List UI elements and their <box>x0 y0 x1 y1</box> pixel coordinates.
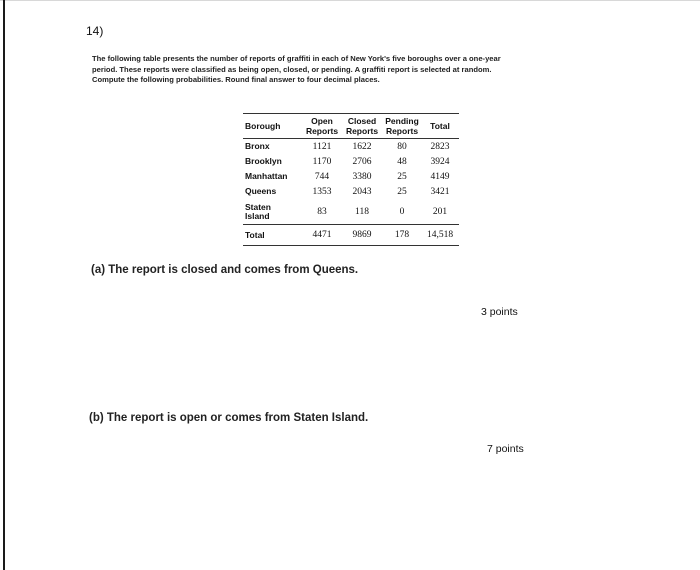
part-a-points: 3 points <box>481 306 518 318</box>
part-b-question: (b) The report is open or comes from Staten Island. <box>89 412 369 424</box>
cell-total: 3421 <box>430 186 450 197</box>
page-left-border <box>3 0 5 570</box>
header-open-reports: Open Reports <box>303 114 341 139</box>
cell-total: 2823 <box>430 141 450 152</box>
row-label-queens: Queens <box>245 186 277 196</box>
cell-open: 744 <box>314 171 330 182</box>
cell-closed: 2706 <box>352 156 372 167</box>
table-total-row <box>243 225 459 246</box>
question-number: 14) <box>86 24 104 38</box>
page-top-border <box>0 0 700 1</box>
cell-total: 4149 <box>430 171 450 182</box>
cell-open: 1353 <box>312 186 332 197</box>
part-a-question: (a) The report is closed and comes from Queens. <box>91 264 359 276</box>
header-closed-reports: Closed Reports <box>341 114 383 139</box>
cell-open: 1170 <box>312 156 332 167</box>
header-total: Total <box>421 114 459 139</box>
cell-closed: 1622 <box>352 141 372 152</box>
cell-closed: 118 <box>355 206 369 217</box>
table-row <box>243 139 459 155</box>
cell-total: 201 <box>432 206 448 217</box>
table-row <box>243 184 459 199</box>
question-prompt <box>92 54 592 86</box>
cell-pending: 25 <box>397 171 407 182</box>
cell-pending: 0 <box>399 206 405 217</box>
cell-open: 1121 <box>312 141 332 152</box>
cell-closed: 3380 <box>352 171 372 182</box>
prompt-line-3: Compute the following probabilities. Round final answer to four decimal places. <box>92 75 380 84</box>
cell-closed: 9869 <box>341 225 383 246</box>
header-pending-reports: Pending Reports <box>383 114 421 139</box>
part-b-points: 7 points <box>487 443 524 455</box>
header-borough: Borough <box>243 114 303 139</box>
table-row <box>243 169 459 184</box>
row-label-staten-island: Staten Island <box>245 201 271 221</box>
graffiti-reports-table <box>243 113 459 246</box>
row-label-bronx: Bronx <box>245 141 270 151</box>
cell-pending: 25 <box>397 186 407 197</box>
cell-total: 3924 <box>430 156 450 167</box>
cell-closed: 2043 <box>352 186 372 197</box>
prompt-line-1: The following table presents the number of reports of graffiti in each of New York's five boroughs over a one-year <box>92 54 501 63</box>
row-label-brooklyn: Brooklyn <box>245 156 282 166</box>
cell-open: 83 <box>317 206 327 217</box>
cell-total: 14,518 <box>421 225 459 246</box>
prompt-line-2: period. These reports were classified as being open, closed, or pending. A graffiti report is selected at random. <box>92 64 492 74</box>
cell-pending: 48 <box>397 156 407 167</box>
cell-open: 4471 <box>303 225 341 246</box>
table-header-row <box>243 114 459 139</box>
table-row <box>243 154 459 169</box>
row-label-manhattan: Manhattan <box>245 171 288 181</box>
row-label-total: Total <box>243 225 303 246</box>
cell-pending: 178 <box>383 225 421 246</box>
table-row <box>243 199 459 225</box>
cell-pending: 80 <box>397 141 407 152</box>
